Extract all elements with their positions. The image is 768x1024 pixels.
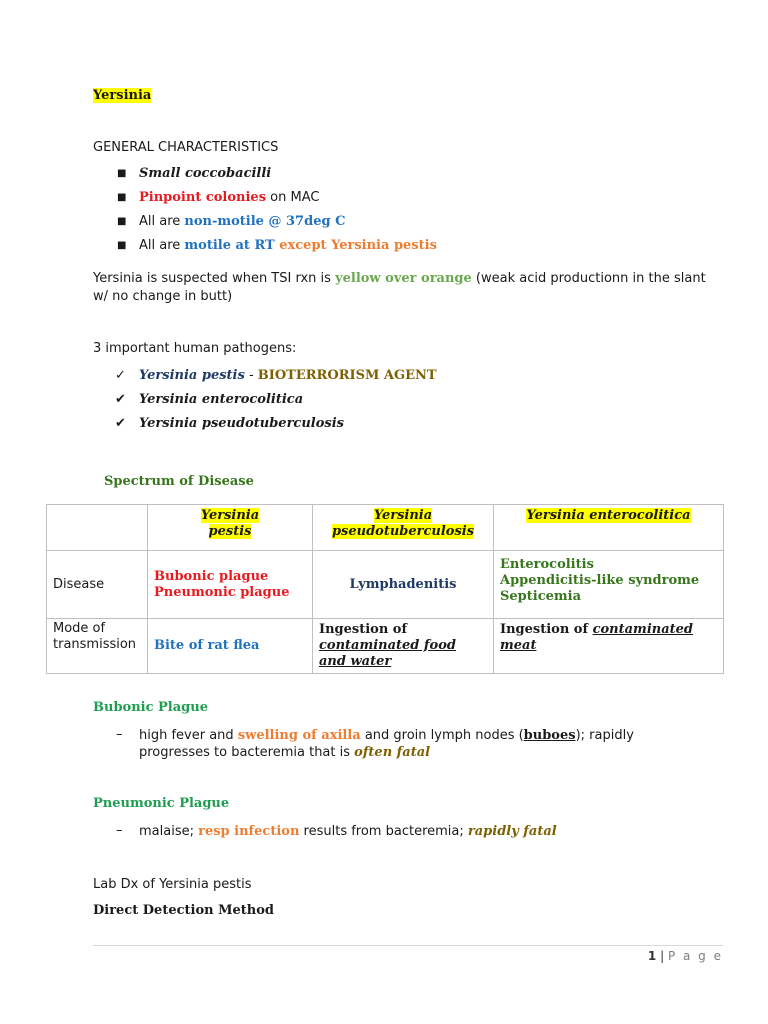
table-cell [47, 505, 148, 551]
square-bullet-icon: ■ [117, 216, 127, 227]
table-cell: Mode of transmission [47, 619, 148, 674]
square-bullet-icon: ■ [117, 192, 127, 203]
table-cell: Bite of rat flea [148, 619, 313, 674]
table-cell: Yersinia pseudotuberculosis [313, 505, 494, 551]
pathogens-list [93, 367, 437, 439]
table-cell: Ingestion of contaminated food and water [313, 619, 494, 674]
list-item: ■ All are non-motile @ 37deg C [117, 214, 346, 229]
pneumonic-heading: Pneumonic Plague [93, 796, 230, 811]
checkmark-icon: ✔ [115, 416, 126, 431]
general-list [93, 165, 437, 261]
document-title: Yersinia [93, 88, 152, 103]
dash-bullet-icon: – [116, 727, 123, 742]
list-item: ■ All are motile at RT except Yersinia pestis [117, 238, 437, 253]
table-row [47, 505, 724, 551]
list-item: ✓ Yersinia pestis - BIOTERRORISM AGENT [115, 368, 437, 383]
checkmark-icon: ✓ [115, 368, 126, 383]
list-item: ■ Pinpoint colonies on MAC [117, 190, 320, 205]
table-cell: Disease [47, 551, 148, 619]
footer-divider [93, 945, 723, 946]
lab-subheading: Direct Detection Method [93, 903, 274, 918]
square-bullet-icon: ■ [117, 168, 127, 179]
bubonic-heading: Bubonic Plague [93, 700, 208, 715]
table-cell: Ingestion of contaminated meat [494, 619, 724, 674]
spectrum-heading: Spectrum of Disease [104, 474, 254, 489]
tsi-paragraph: Yersinia is suspected when TSI rxn is yellow over orange (weak acid productionn in the slant w/ no change in butt) [93, 271, 706, 304]
checkmark-icon: ✔ [115, 392, 126, 407]
pathogens-heading: 3 important human pathogens: [93, 341, 297, 356]
table-cell: Yersinia pestis [148, 505, 313, 551]
table-cell: Lymphadenitis [313, 551, 494, 619]
list-item: ■ Small coccobacilli [117, 166, 272, 181]
lab-heading: Lab Dx of Yersinia pestis [93, 877, 252, 892]
spectrum-table [46, 504, 724, 674]
table-cell: Yersinia enterocolitica [494, 505, 724, 551]
page-footer: 1 | P a g e [647, 949, 723, 963]
dash-bullet-icon: – [116, 823, 123, 838]
pneumonic-text: malaise; resp infection results from bacteremia; rapidly fatal [139, 824, 557, 839]
list-item: ✔ Yersinia pseudotuberculosis [115, 416, 344, 431]
bubonic-text: high fever and swelling of axilla and groin lymph nodes (buboes); rapidly progresses to bacteremia that is often fatal [139, 728, 634, 760]
list-item: ✔ Yersinia enterocolitica [115, 392, 304, 407]
table-row [47, 551, 724, 619]
square-bullet-icon: ■ [117, 240, 127, 251]
table-cell: Enterocolitis Appendicitis-like syndrome Septicemia [494, 551, 724, 619]
general-heading: GENERAL CHARACTERISTICS [93, 140, 279, 155]
table-cell: Bubonic plague Pneumonic plague [148, 551, 313, 619]
table-row [47, 619, 724, 674]
